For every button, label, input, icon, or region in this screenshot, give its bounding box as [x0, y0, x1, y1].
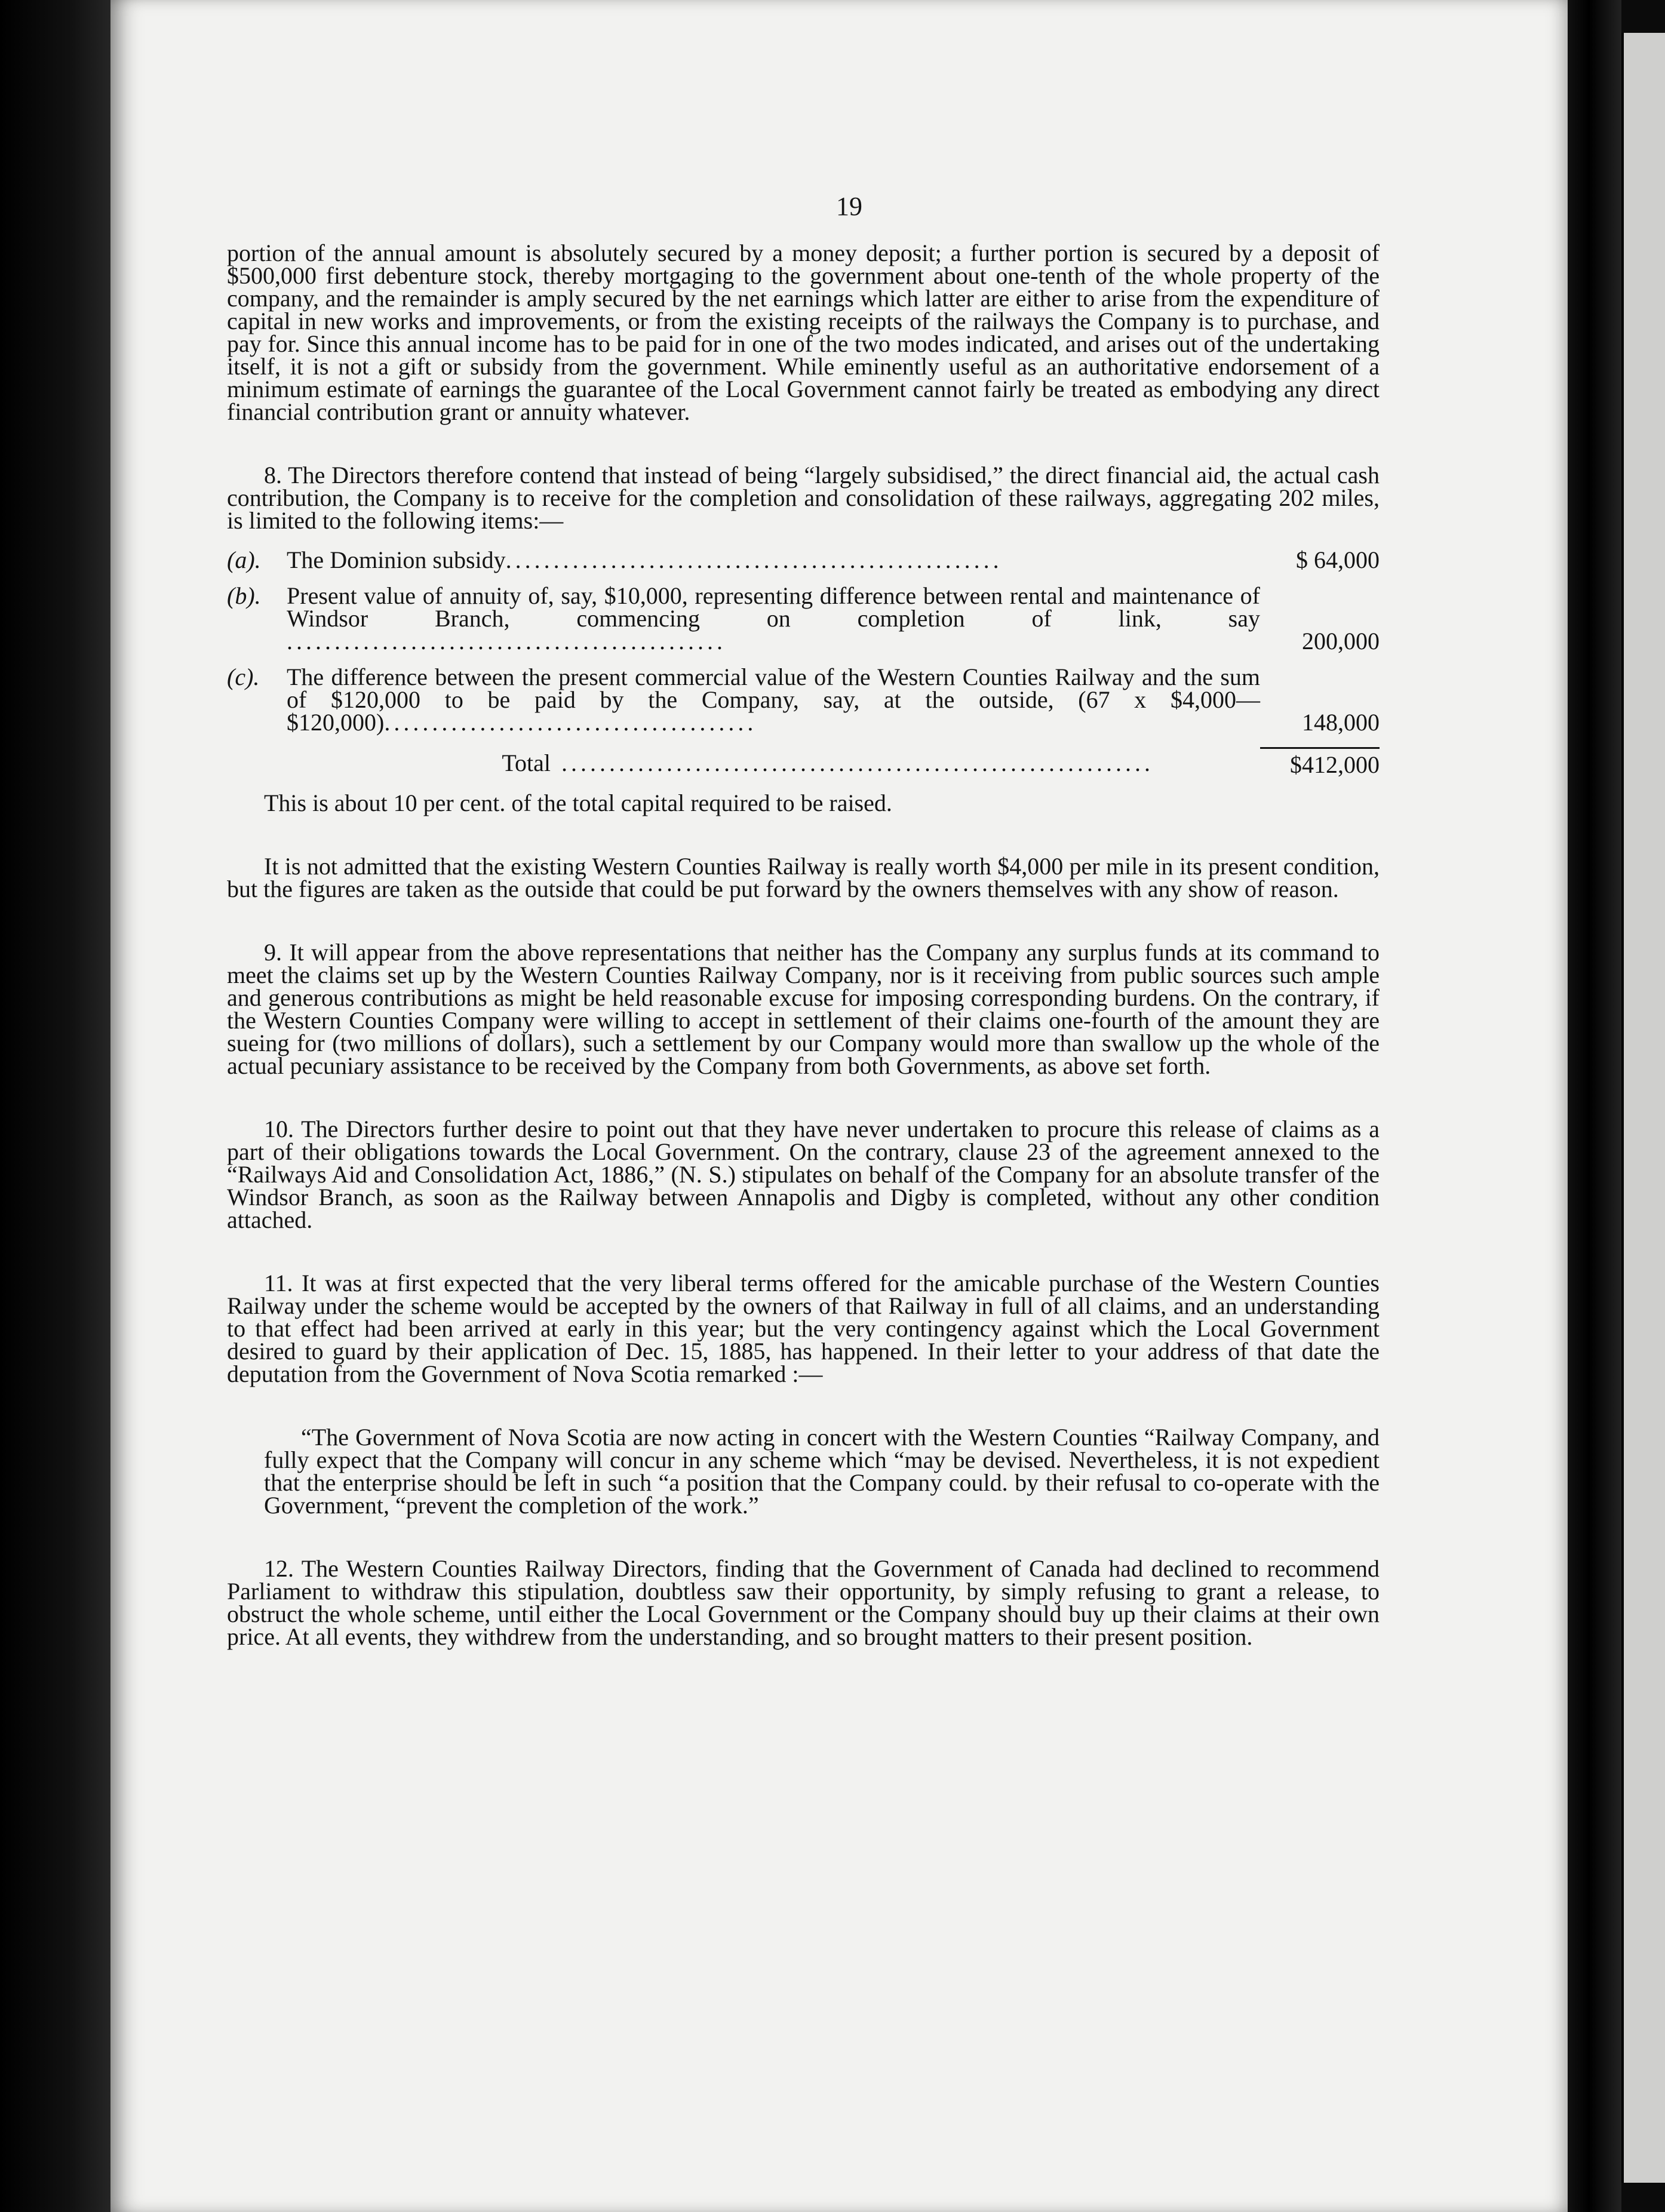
item-label: (a). — [227, 546, 261, 573]
page-number: 19 — [836, 192, 862, 221]
film-border-left — [0, 0, 119, 2212]
total-row — [227, 747, 1380, 776]
next-page-edge — [1621, 33, 1665, 2183]
paragraph-intro: portion of the annual amount is absolutely secured by a money deposit; a further portion is secured by a deposit of $500,000 first debenture stock, thereby mortgaging to the government about one-tenth of the whole property of the company, and the remainder is amply secured by the net earnings which latter are either to arise from the expenditure of capital in new works and improvements, or from the existing receipts of the railways the Company is to purchase, and pay for. Since this annual income has to be paid for in one of the two modes indicated, and arises out of the undertaking itself, it is not a gift or subsidy from the government. While eminently useful as an authoritative endorsement of a minimum estimate of earnings the guarantee of the Local Government cannot fairly be treated as embodying any direct financial contribution grant or annuity whatever. — [227, 239, 1380, 425]
item-label: (b). — [227, 582, 261, 609]
film-border-right — [1568, 0, 1621, 2212]
total-label: Total — [502, 749, 551, 776]
item-label: (c). — [227, 663, 260, 690]
total-leader: .............................................................. — [561, 749, 1154, 776]
paragraph-10: 10. The Directors further desire to point out that they have never undertaken to procure this release of claims as a part of their obligations towards the Local Government. On the contrary, clause 23 of the agreement annexed to the “Railways Aid and Consolidation Act, 1886,” (N. S.) stipulates on behalf of the Company for an absolute transfer of the Windsor Branch, as soon as the Railway between Annapolis and Digby is completed, without any other condition attached. — [227, 1116, 1380, 1233]
item-amount: 200,000 — [1302, 628, 1380, 655]
item-text: The Dominion subsidy.................................................... — [287, 546, 1003, 573]
total-amount: $412,000 — [1260, 747, 1380, 776]
page-body — [227, 239, 1380, 1689]
paragraph-11: 11. It was at first expected that the very liberal terms offered for the amicable purchase of the Western Counties Railway under the scheme would be accepted by the owners of that Railway in full of all claims, and an understanding to that effect had been arrived at early in this year; but the very contingency against which the Local Government desired to guard by their application of Dec. 15, 1885, has happened. In their letter to your address of that date the deputation from the Government of Nova Scotia remarked :— — [227, 1270, 1380, 1387]
item-amount: 148,000 — [1302, 709, 1380, 736]
item-c — [227, 663, 1380, 736]
item-text: The difference between the present commercial value of the Western Counties Railway and the sum of $120,000 to be paid by the Company, say, at the outside, (67 x $4,000—$120,000)....................................... — [287, 663, 1260, 736]
paragraph-9: 9. It will appear from the above representations that neither has the Company any surplus funds at its command to meet the claims set up by the Western Counties Railway Company, nor is it receiving from public sources such ample and generous contributions as might be held reasonable excuse for imposing corresponding burdens. On the contrary, if the Western Counties Company were willing to accept in settlement of their claims one-fourth of the amount they are sueing for (two millions of dollars), such a settlement by our Company would more than swallow up the whole of the actual pecuniary assistance to be received by the Company from both Governments, as above set forth. — [227, 939, 1380, 1079]
paragraph-percent: This is about 10 per cent. of the total capital required to be raised. — [264, 789, 892, 816]
item-amount: $ 64,000 — [1296, 546, 1380, 573]
item-text: Present value of annuity of, say, $10,000, representing difference between rental and maintenance of Windsor Branch, commencing on completion of link, say .............................................. — [287, 582, 1260, 655]
quotation: “The Government of Nova Scotia are now acting in concert with the Western Counties “Railway Company, and fully expect that the Company will concur in any scheme which “may be devised. Nevertheless, it is not expedient that the enterprise should be left in such “a position that the Company could. by their refusal to co-operate with the Government, “prevent the completion of the work.” — [264, 1424, 1380, 1519]
item-b — [227, 582, 1380, 655]
paragraph-12: 12. The Western Counties Railway Directors, finding that the Government of Canada had declined to recommend Parliament to withdraw this stipulation, doubtless saw their opportunity, by simply refusing to grant a release, to obstruct the whole scheme, until either the Local Government or the Company should buy up their claims at their own price. At all events, they withdrew from the understanding, and so brought matters to their present position. — [227, 1555, 1380, 1650]
paragraph-8: 8. The Directors therefore contend that instead of being “largely subsidised,” the direct financial aid, the actual cash contribution, the Company is to receive for the completion and consolidation of these railways, aggregating 202 miles, is limited to the following items:— — [227, 462, 1380, 534]
paragraph-mile-value: It is not admitted that the existing Western Counties Railway is really worth $4,000 per mile in its present condition, but the figures are taken as the outside that could be put forward by the owners themselves with any show of reason. — [227, 853, 1380, 902]
item-a — [227, 546, 1380, 573]
